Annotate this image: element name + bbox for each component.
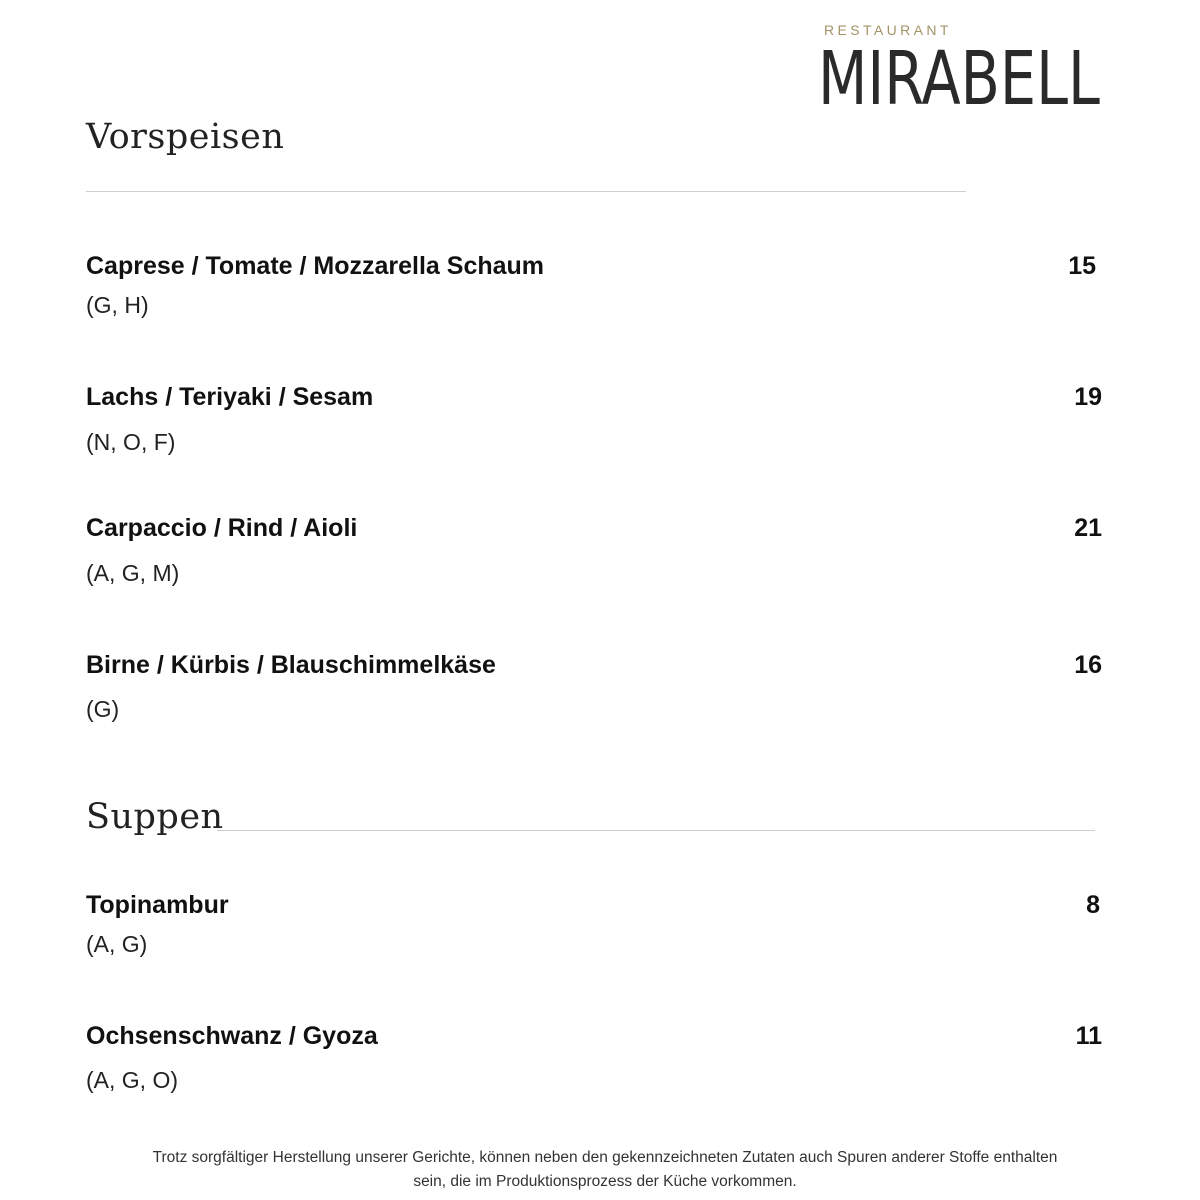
item-name: Caprese / Tomate / Mozzarella Schaum bbox=[86, 252, 545, 280]
section-divider bbox=[217, 830, 1095, 831]
item-price: 15 bbox=[1068, 252, 1096, 280]
item-name: Lachs / Teriyaki / Sesam bbox=[86, 383, 374, 411]
item-name: Ochsenschwanz / Gyoza bbox=[86, 1022, 378, 1050]
item-allergens: (A, G, O) bbox=[86, 1067, 178, 1093]
item-name: Birne / Kürbis / Blauschimmelkäse bbox=[86, 651, 496, 679]
item-allergens: (N, O, F) bbox=[86, 429, 176, 455]
logo-main-text: MIRABELL bbox=[818, 36, 1100, 122]
item-price: 11 bbox=[1075, 1022, 1102, 1050]
item-name: Carpaccio / Rind / Aioli bbox=[86, 514, 358, 542]
item-price: 19 bbox=[1074, 383, 1102, 411]
item-allergens: (A, G) bbox=[86, 931, 148, 957]
section-title-vorspeisen: Vorspeisen bbox=[86, 117, 285, 157]
section-divider bbox=[86, 191, 966, 192]
restaurant-logo bbox=[818, 22, 1148, 122]
item-price: 21 bbox=[1074, 514, 1102, 542]
item-allergens: (G) bbox=[86, 696, 120, 722]
item-name: Topinambur bbox=[86, 891, 229, 919]
logo-top-text: RESTAURANT bbox=[824, 22, 952, 38]
disclaimer-line-2: sein, die im Produktionsprozess der Küche vorkommen. bbox=[413, 1173, 797, 1190]
allergen-disclaimer bbox=[100, 1146, 1110, 1194]
item-allergens: (G, H) bbox=[86, 292, 149, 318]
item-allergens: (A, G, M) bbox=[86, 560, 180, 586]
item-price: 8 bbox=[1086, 891, 1100, 919]
item-price: 16 bbox=[1074, 651, 1102, 679]
section-title-suppen: Suppen bbox=[86, 797, 224, 837]
disclaimer-line-1: Trotz sorgfältiger Herstellung unserer Gerichte, können neben den gekennzeichneten Zutaten auch Spuren anderer Stoffe enthalten bbox=[152, 1149, 1058, 1166]
